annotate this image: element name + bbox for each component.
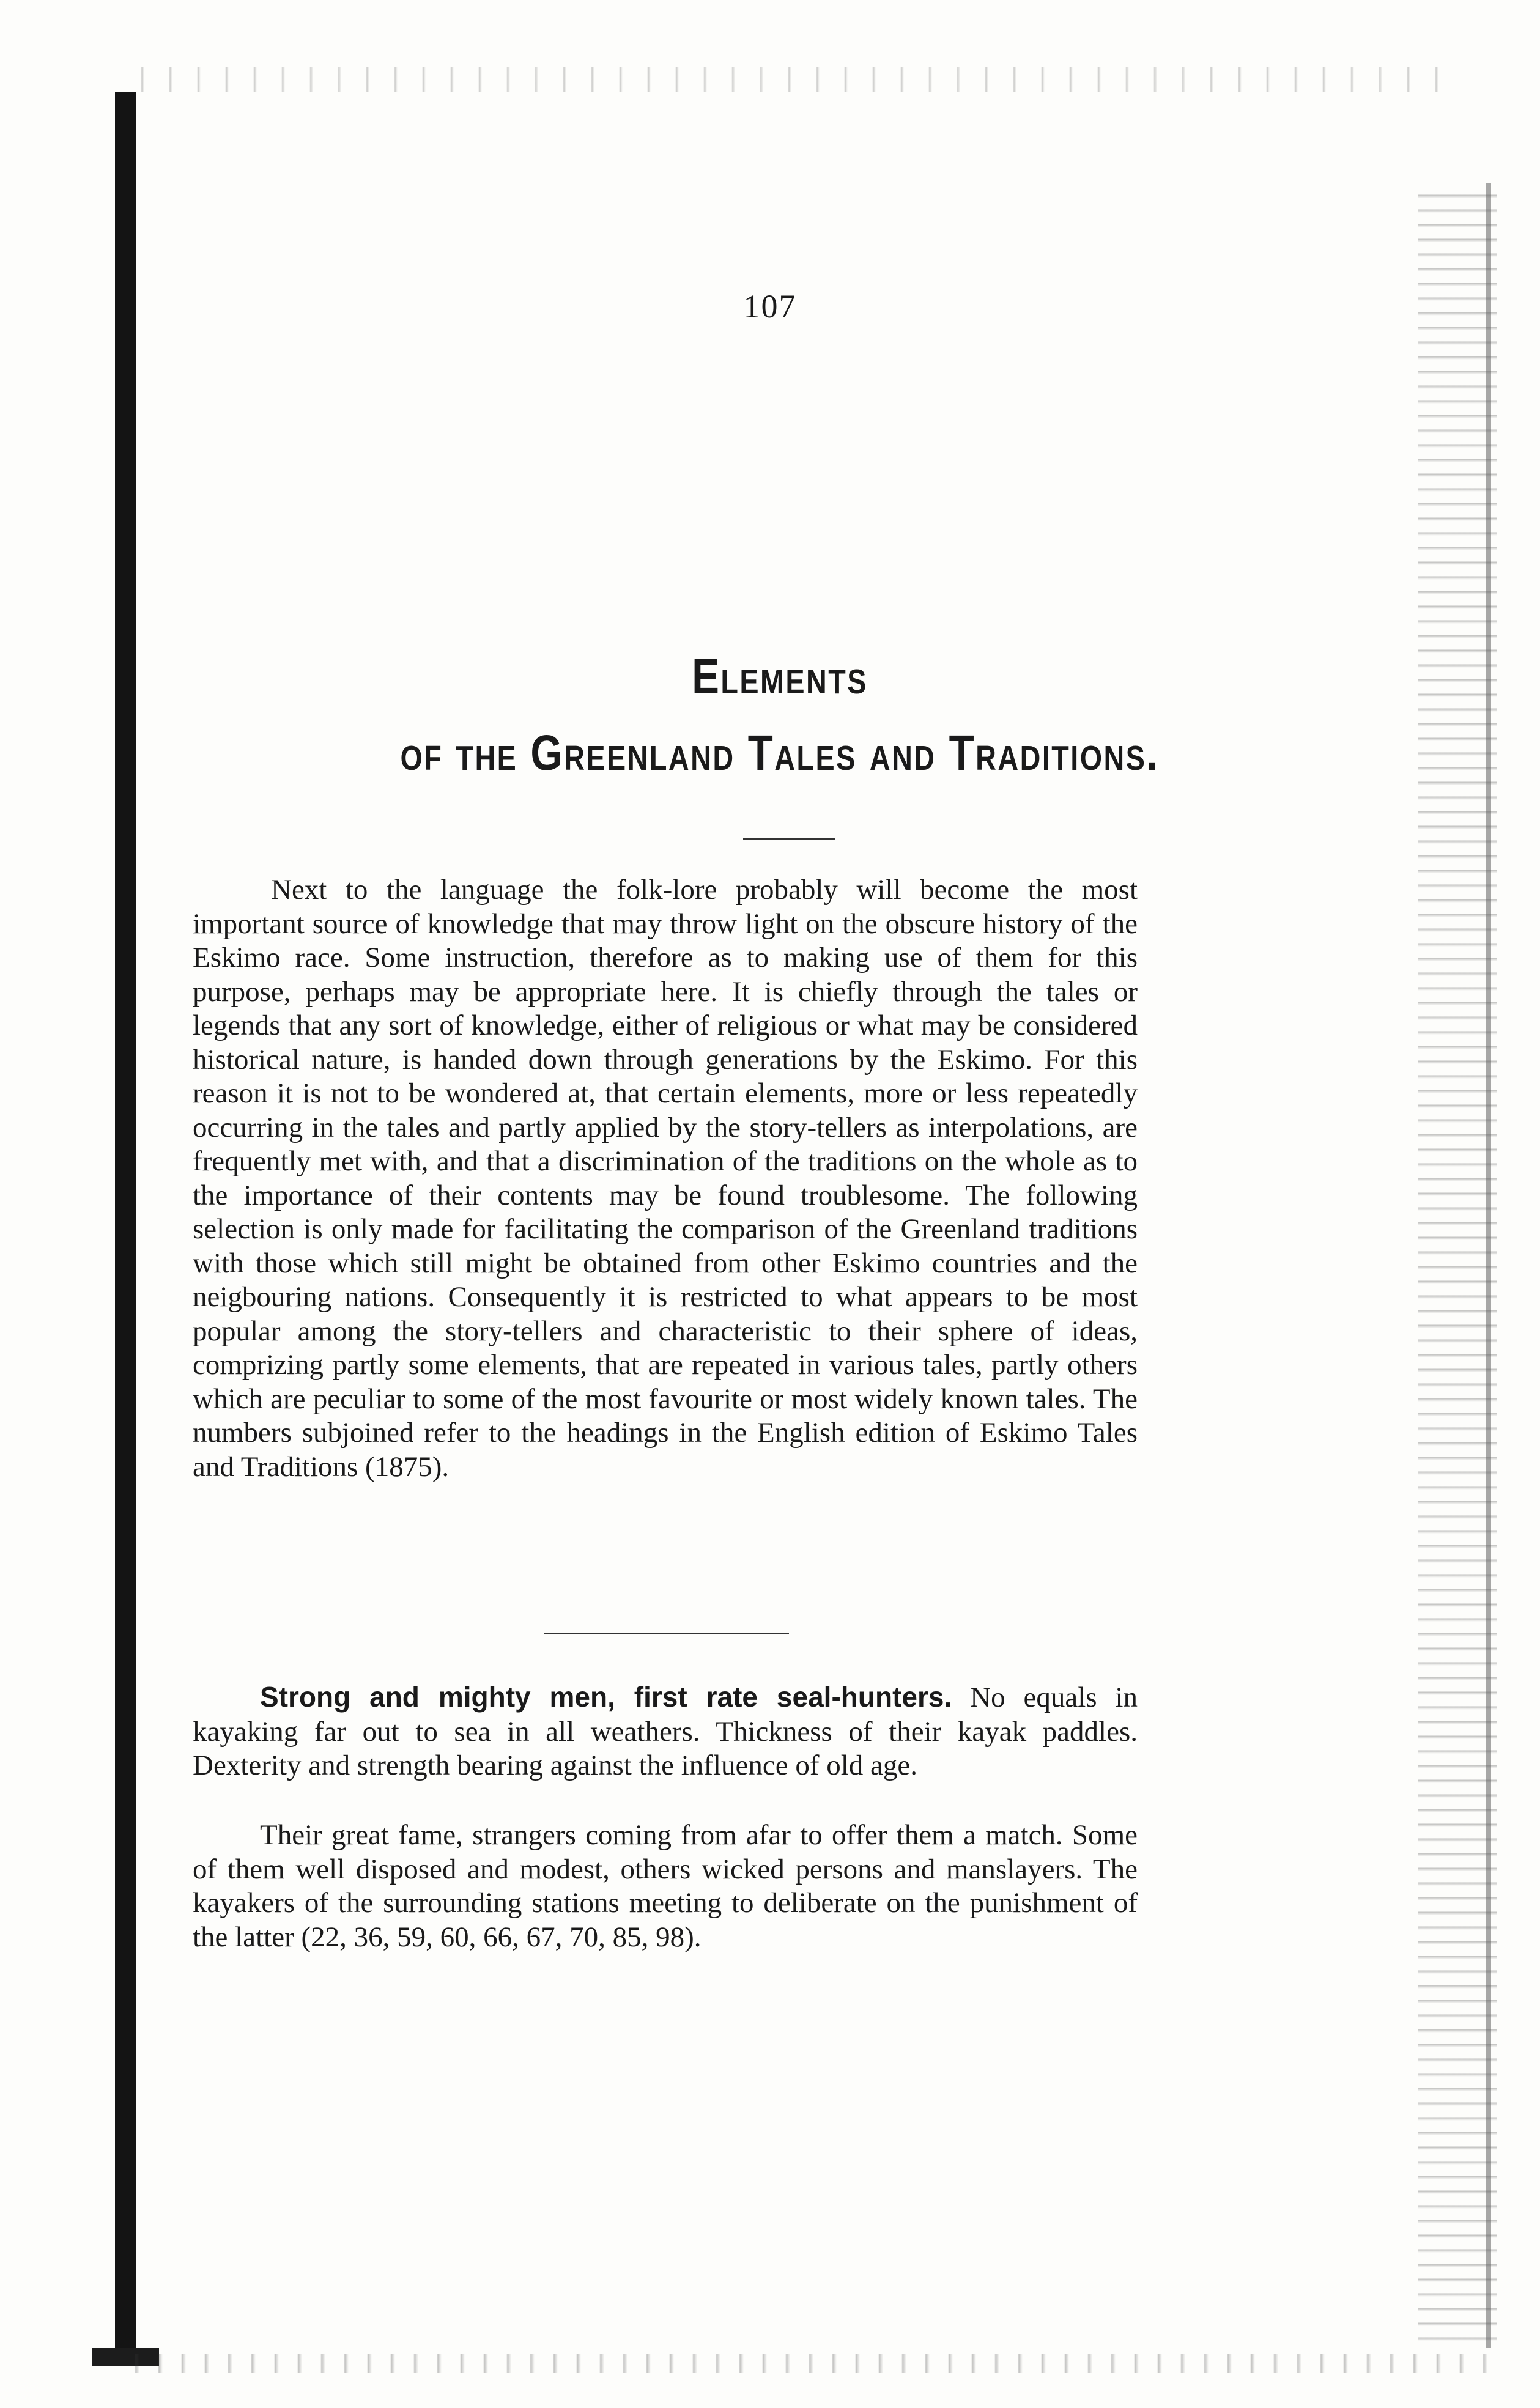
title-divider [743,838,835,840]
scan-noise-top [116,67,1462,92]
section-paragraph-2: Their great fame, strangers coming from afar to offer them a match. Some of them well disposed and modest, others wicked persons and manslayers. The kayakers of the surrounding stations meeting to deliberate on the punishment of the latter (22, 36, 59, 60, 66, 67, 70, 85, 98). [193,1819,1138,1953]
section-divider [544,1633,789,1634]
binding-shadow [115,92,136,2366]
section-heading: Strong and mighty men, first rate seal-hunters. [260,1681,952,1713]
section-paragraph-1-text: No equals in kayaking far out to sea in all weathers. Thickness of their kayak paddles. Dexterity and strength bearing against the influence of old age. [193,1682,1138,1781]
page-edge-artifact [1418,183,1497,2348]
scan-noise-bottom [116,2354,1492,2373]
page-number: 107 [743,288,797,325]
title-line-1: Elements [692,649,868,704]
intro-paragraph: Next to the language the folk-lore probably will become the most important source of knowledge that may throw light on the obscure history of the Eskimo race. Some instruction, therefore as to making use of them for this purpose, perhaps may be appropriate here. It is chiefly through the tales or legends that any sort of knowledge, either of religious or what may be considered historical nature, is handed down through generations by the Eskimo. For this reason it is not to be wondered at, that certain elements, more or less repeatedly occurring in the tales and partly applied by the story-tellers as interpolations, are frequently met with, and that a discrimination of the traditions on the whole as to the importance of their contents may be found troublesome. The following selection is only made for facilitating the comparison of the Greenland traditions with those which still might be obtained from other Eskimo countries and the neigbouring nations. Consequently it is restricted to what appears to be most popular among the story-tellers and characteristic to their sphere of ideas, comprizing partly some elements, that are repeated in various tales, partly others which are peculiar to some of the most favourite or most widely known tales. The numbers subjoined refer to the headings in the English edition of Eskimo Tales and Traditions (1875). [193,874,1138,1483]
section-paragraph-1 [193,1680,1138,1783]
title-line-2: of the Greenland Tales and Traditions. [400,725,1160,781]
